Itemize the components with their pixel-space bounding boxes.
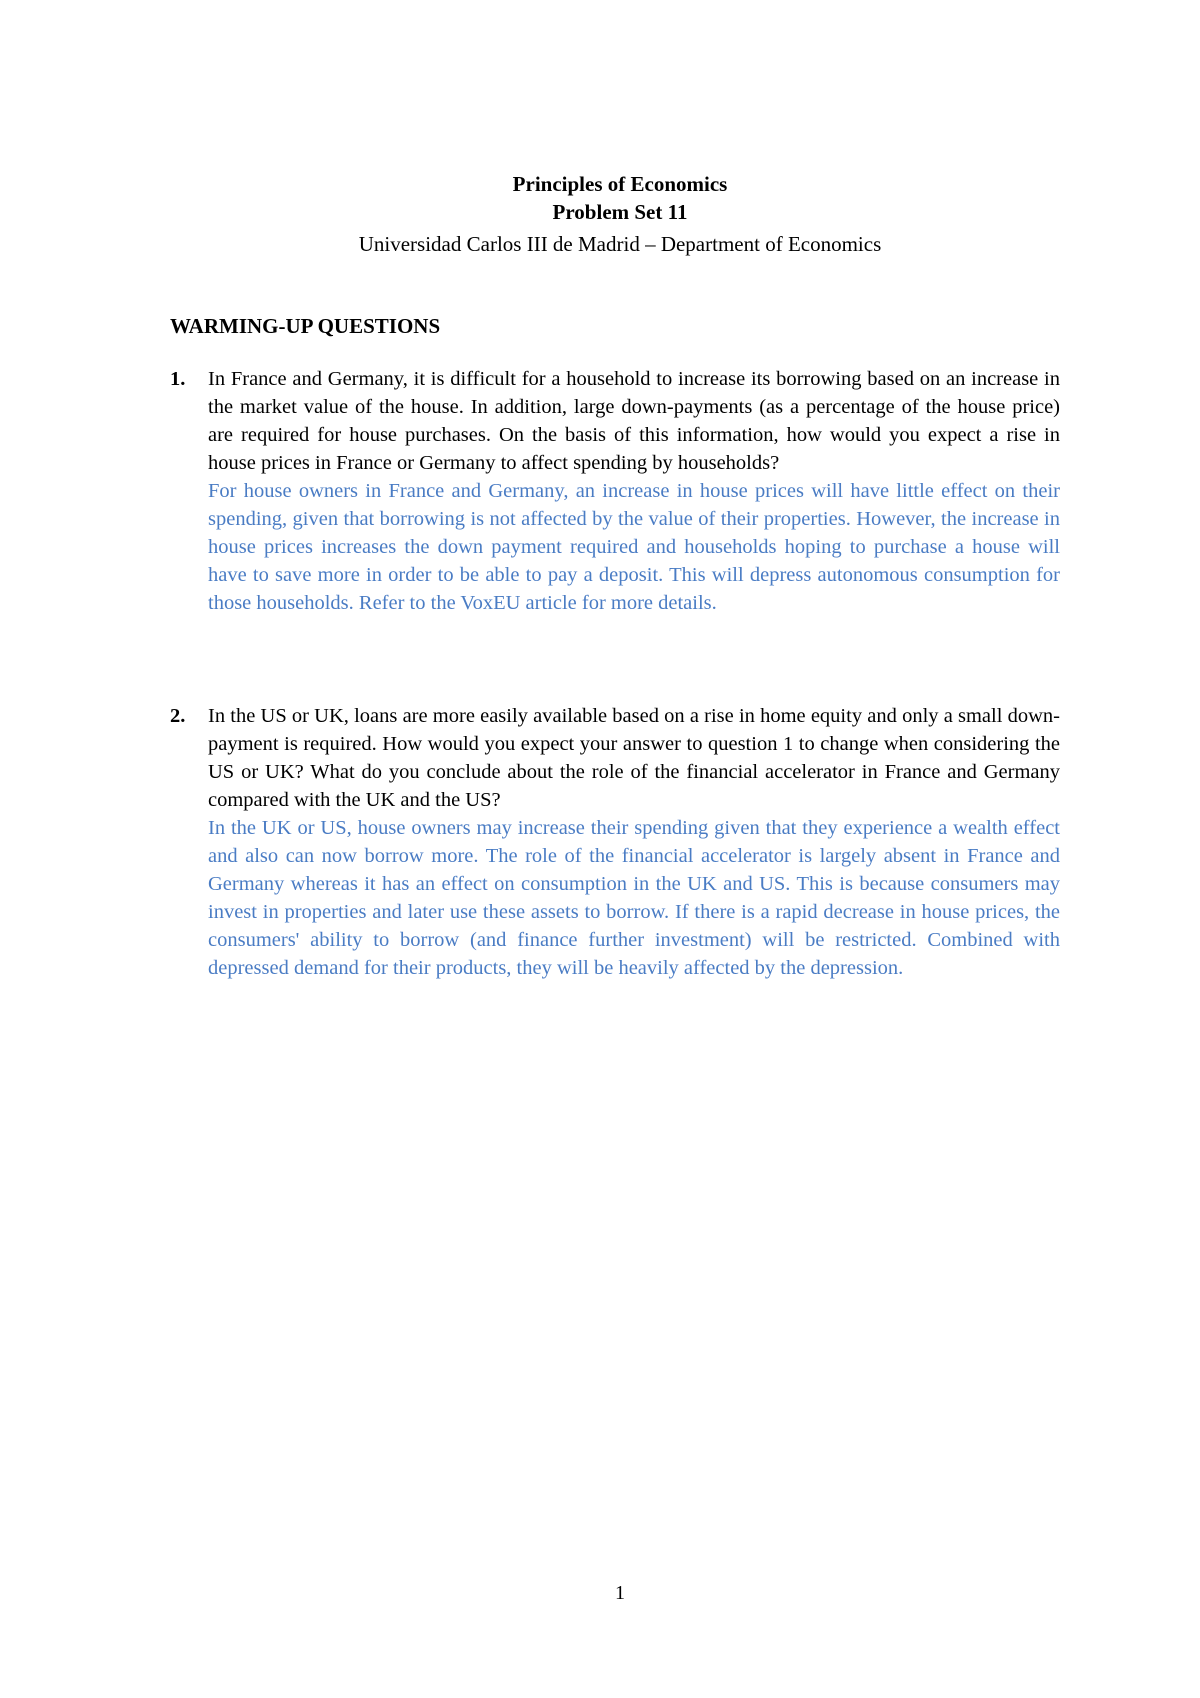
answer-text: For house owners in France and Germany, an increase in house prices will have little effect on their spending, given that borrowing is not affected by the value of their properties. However, the increase in house prices increases the down payment required and households hoping to purchase a house will have to save more in order to be able to pay a deposit. This will depress autonomous consumption for those households. Refer to the VoxEU article for more details.: [208, 480, 1060, 614]
question-2: [170, 702, 1060, 982]
institution-subtitle: Universidad Carlos III de Madrid – Department of Economics: [358, 232, 882, 256]
question-number: 2.: [170, 705, 186, 727]
answer-text: In the UK or US, house owners may increase their spending given that they experience a wealth effect and also can now borrow more. The role of the financial accelerator is largely absent in France and Germany whereas it has an effect on consumption in the UK and US. This is because consumers may invest in properties and later use these assets to borrow. If there is a rapid decrease in house prices, the consumers' ability to borrow (and finance further investment) will be restricted. Combined with depressed demand for their products, they will be heavily affected by the depression.: [208, 817, 1060, 979]
question-text: In the US or UK, loans are more easily available based on a rise in home equity and only a small down-payment is required. How would you expect your answer to question 1 to change when considering the US or UK? What do you conclude about the role of the financial accelerator in France and Germany compared with the UK and the US?: [208, 705, 1060, 811]
section-heading: WARMING-UP QUESTIONS: [170, 314, 441, 338]
document-header: [0, 170, 1200, 258]
page-number: 1: [615, 1582, 625, 1604]
course-title: Principles of Economics: [512, 172, 728, 196]
problem-set-title: Problem Set 11: [552, 200, 688, 224]
question-text: In France and Germany, it is difficult for a household to increase its borrowing based on an increase in the market value of the house. In addition, large down-payments (as a percentage of the house price) are required for house purchases. On the basis of this information, how would you expect a rise in house prices in France or Germany to affect spending by households?: [208, 368, 1060, 474]
question-number: 1.: [170, 368, 186, 390]
question-1: [170, 365, 1060, 617]
